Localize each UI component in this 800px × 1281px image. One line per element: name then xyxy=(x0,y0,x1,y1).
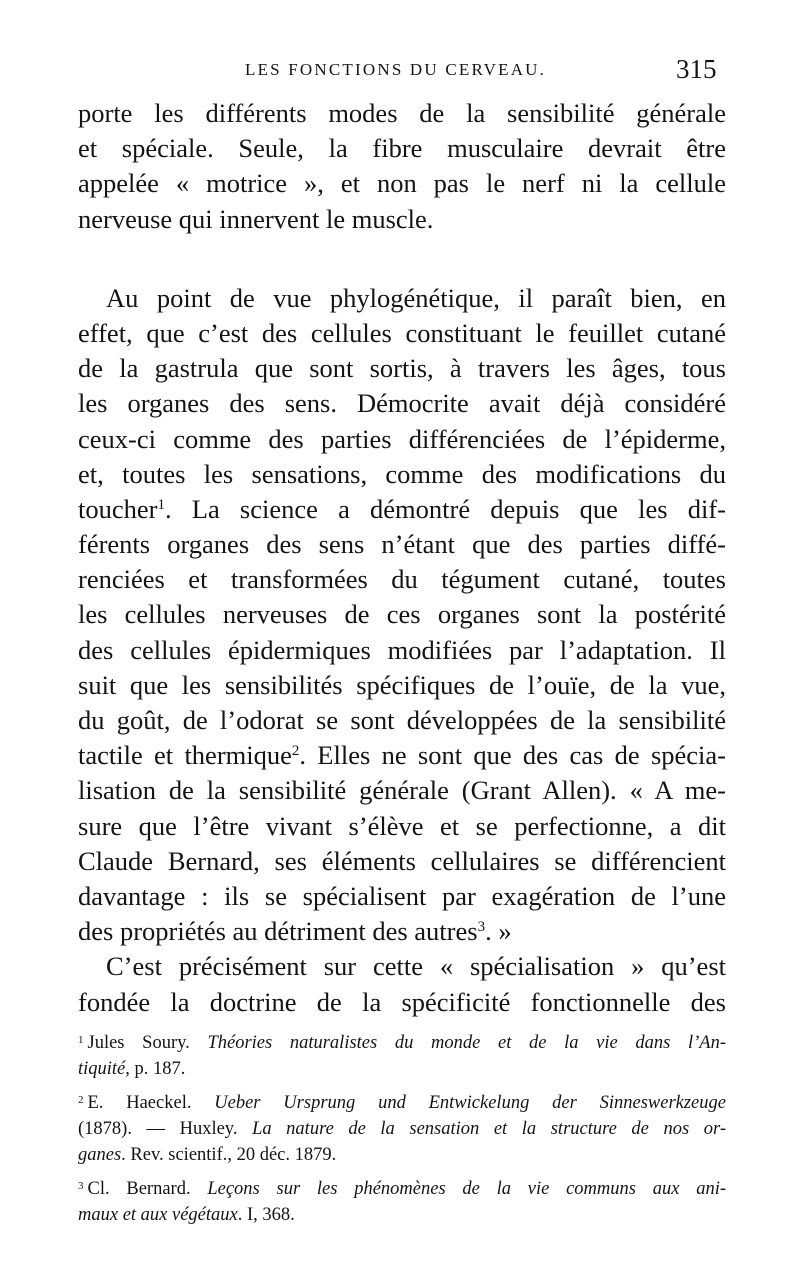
text-line: fondée la doctrine de la spécificité fonctionnelle des xyxy=(78,986,726,1017)
text-line: des cellules épidermiques modifiées par l’adaptation. Il xyxy=(78,634,726,665)
footnote-line xyxy=(78,1116,726,1142)
text-line: férents organes des sens n’étant que des parties diffé- xyxy=(78,529,726,560)
text-line: ceux-ci comme des parties différenciées de l’épiderme, xyxy=(78,423,726,454)
text-line: les cellules nerveuses de ces organes sont la postérité xyxy=(78,599,726,630)
footnotes xyxy=(78,1030,726,1228)
text-line: Claude Bernard, ses éléments cellulaires se différencient xyxy=(78,845,726,876)
running-head xyxy=(0,54,800,94)
footnote-mark: 1 xyxy=(78,1034,84,1046)
footnote-title: Leçons sur les phénomènes de la vie communs aux ani- xyxy=(207,1179,727,1199)
footnote-2 xyxy=(78,1090,726,1168)
text-fragment: des propriétés au détriment des autres xyxy=(78,916,478,947)
text-fragment: . » xyxy=(485,916,512,947)
footnote-title: Ueber Ursprung und Entwickelung der Sinneswerkzeuge xyxy=(214,1093,726,1113)
footnote-spacer xyxy=(78,1168,726,1176)
footnote-line xyxy=(78,1030,726,1056)
footnote-title: maux et aux végétaux xyxy=(78,1205,238,1225)
text-line: suit que les sensibilités spécifiques de l’ouïe, de la vue, xyxy=(78,669,726,700)
footnote-ref-1[interactable]: 1 xyxy=(157,496,165,513)
text-fragment: . La science a démontré depuis que les dif- xyxy=(164,493,726,524)
paragraph-2 xyxy=(78,281,726,950)
footnote-ref-2[interactable]: 2 xyxy=(291,743,300,760)
footnote-line xyxy=(78,1056,726,1082)
footnote-title: Théories naturalistes du monde et de la vie dans l’An- xyxy=(207,1033,726,1053)
footnote-mark: 3 xyxy=(78,1180,84,1192)
footnote-line xyxy=(78,1176,726,1202)
footnote-citation: . I, 368. xyxy=(237,1205,295,1225)
footnote-line xyxy=(78,1142,726,1168)
footnote-mark: 2 xyxy=(78,1094,84,1106)
running-title: LES FONCTIONS DU CERVEAU. xyxy=(245,60,547,79)
text-fragment: tactile et thermique xyxy=(78,740,292,771)
body-text xyxy=(78,96,726,1020)
footnote-title: La nature de la sensation et la structure de nos or- xyxy=(252,1119,726,1139)
text-line: du goût, de l’odorat se sont développées de la sensibilité xyxy=(78,705,726,735)
page-number: 315 xyxy=(676,54,717,84)
paragraph-1 xyxy=(78,96,726,237)
text-line: Au point de vue phylogénétique, il paraît bien, en xyxy=(106,282,726,313)
footnote-title: ganes xyxy=(78,1145,122,1165)
text-line: et spéciale. Seule, la fibre musculaire devrait être xyxy=(78,133,726,164)
text-line: davantage : ils se spécialisent par exagération de l’une xyxy=(78,880,726,911)
footnote-3 xyxy=(78,1176,726,1228)
text-line: et, toutes les sensations, comme des modifications du xyxy=(78,458,726,489)
text-line: appelée « motrice », et non pas le nerf ni la cellule xyxy=(78,168,726,199)
text-line: porte les différents modes de la sensibilité générale xyxy=(78,98,726,128)
footnote-line xyxy=(78,1090,726,1116)
footnote-author: Jules Soury. xyxy=(87,1033,208,1053)
text-line xyxy=(78,738,726,773)
text-line: renciées et transformées du tégument cutané, toutes xyxy=(78,564,726,595)
text-line xyxy=(78,914,726,949)
footnote-citation: (1878). — Huxley. xyxy=(78,1119,253,1139)
footnote-author: E. Haeckel. xyxy=(87,1093,215,1113)
paragraph-3 xyxy=(78,949,726,1019)
footnote-1 xyxy=(78,1030,726,1082)
text-fragment: . Elles ne sont que des cas de spécia- xyxy=(299,740,726,771)
section-break xyxy=(78,237,726,281)
footnote-author: Cl. Bernard. xyxy=(87,1179,208,1199)
text-line: de la gastrula que sont sortis, à travers les âges, tous xyxy=(78,353,726,384)
text-line: nerveuse qui innervent le muscle. xyxy=(78,203,434,234)
text-line: les organes des sens. Démocrite avait déjà considéré xyxy=(78,388,726,419)
text-line: sure que l’être vivant s’élève et se perfectionne, a dit xyxy=(78,810,726,841)
footnote-citation: . Rev. scientif., 20 déc. 1879. xyxy=(121,1145,337,1165)
footnote-line xyxy=(78,1202,726,1228)
footnote-title: tiquité xyxy=(78,1059,126,1079)
text-fragment: toucher xyxy=(78,493,158,524)
footnote-spacer xyxy=(78,1082,726,1090)
footnote-ref-3[interactable]: 3 xyxy=(477,919,486,936)
footnote-citation: , p. 187. xyxy=(125,1059,186,1079)
text-line: lisation de la sensibilité générale (Grant Allen). « A me- xyxy=(78,775,726,806)
text-line: effet, que c’est des cellules constituant le feuillet cutané xyxy=(78,317,726,348)
text-line: C’est précisément sur cette « spécialisation » qu’est xyxy=(106,951,726,982)
text-line xyxy=(78,492,726,527)
